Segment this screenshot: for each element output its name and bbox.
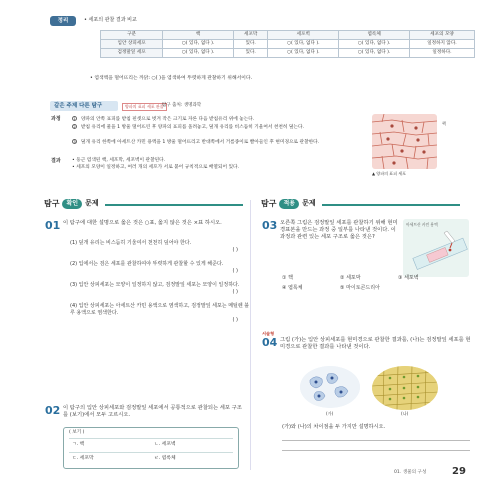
comparison-table [100, 30, 475, 58]
banner-suffix: 문제 [85, 199, 99, 208]
result-label: 결과 [51, 158, 61, 164]
process-label: 과정 [51, 116, 61, 122]
question-number: 02 [45, 404, 61, 417]
onion-cell-micrograph [372, 114, 437, 169]
result-line: • 세포의 모양이 일정하고, 여러 개의 세포가 서로 붙어 규칙적으로 배열되어 있다. [72, 165, 240, 170]
section-footer: 01. 생물의 구성 [394, 470, 427, 475]
column-divider [250, 200, 251, 470]
table-header: 핵 [163, 31, 234, 40]
question-item [70, 303, 250, 323]
bogi-option[interactable]: ㄱ. 핵 [72, 442, 85, 447]
answer-line[interactable] [282, 450, 470, 451]
inquiry-subtitle: 탐구 출처: 생명과학 [162, 103, 202, 108]
process-step [72, 116, 362, 123]
page-number: 29 [452, 466, 466, 477]
table-cell: ○( 있다, 없다 ). [163, 49, 234, 58]
essay-prompt: (가)와 (나)의 차이점을 두 가지만 설명하시오. [282, 424, 386, 430]
question-number: 01 [45, 219, 61, 232]
question-item [70, 240, 250, 254]
table-cell: 일정하지 않다. [410, 40, 475, 49]
table-cell: ○( 있다, 없다 ). [339, 40, 410, 49]
table-cell: ○( 있다, 없다 ). [163, 40, 234, 49]
table-row [101, 49, 475, 58]
table-header: 세포막 [233, 31, 267, 40]
step-number: 3 [73, 140, 76, 144]
essay-tag: 서술형 [262, 331, 275, 336]
table-header: 구분 [101, 31, 163, 40]
question-text: 이 탐구에 대한 설명으로 옳은 것은 ○표, 옳지 않은 것은 ×표 하시오. [63, 220, 222, 226]
table-row [101, 40, 475, 49]
banner-prefix: 탐구 [261, 198, 277, 208]
question-text: 이 탐구의 입안 상피세포와 검정말잎 세포에서 공통적으로 관찰되는 세포 구조를 (보기)에서 모두 고르시오. [63, 405, 242, 419]
step-number: 2 [73, 125, 76, 129]
summary-section [50, 14, 475, 99]
table-header-row [101, 31, 475, 40]
bogi-rule [69, 438, 233, 439]
question-text: 오른쪽 그림은 검정말잎 세포를 관찰하기 위해 현미경표본을 만드는 과정 중 일부를 나타낸 것이다. 이 과정과 관련 있는 세포 구조로 옳은 것은? [280, 220, 398, 241]
question-item-text: (4) 입안 상피세포는 아세트산 카민 용액으로 염색하고, 검정말잎 세포는 메틸렌 블루 용액으로 염색한다. [70, 303, 250, 316]
step-number: 1 [73, 117, 76, 121]
banner-chip [38, 197, 105, 211]
figure-caption-a: (가) [326, 411, 334, 416]
step-text: 받침 유리에 물을 1 방울 떨어뜨린 후 양파의 표피를 올려놓고, 덮개 유리를 비스듬히 기울여서 천천히 덮는다. [81, 125, 305, 130]
step-text: 덮개 유리 한쪽에 아세트산 카민 용액을 1 방울 떨어뜨리고 반대쪽에서 거름종이로 빨아들인 후 현미경으로 관찰한다. [81, 140, 320, 145]
question-item-text: (1) 덮개 유리는 비스듬히 기울여서 천천히 덮어야 한다. [70, 240, 192, 246]
question-item-text: (2) 입에서는 검은 세포를 관찰하여야 뚜렷하게 관찰할 수 있게 해준다. [70, 261, 224, 267]
bogi-option[interactable]: ㄹ. 엽록체 [154, 456, 176, 461]
inquiry-subtag: 양파의 표피 세포 관찰 [122, 103, 167, 111]
choice-option[interactable]: ② 세포막 [340, 275, 361, 281]
table-cell: ○( 있다, 없다 ). [268, 40, 339, 49]
banner-pill: 적용 [279, 199, 299, 209]
bogi-option[interactable]: ㄴ. 세포벽 [154, 442, 176, 447]
bogi-rule [69, 452, 233, 453]
summary-tag: 정리 [50, 16, 76, 26]
summary-note: • 염색액을 떨어뜨리는 까닭: ○( )을 염색하여 뚜렷하게 관찰하기 위해서이다. [90, 76, 253, 81]
table-cell: 검정말잎 세포 [101, 49, 163, 58]
table-header: 세포의 모양 [410, 31, 475, 40]
process-step [72, 124, 362, 131]
choice-option[interactable]: ⑤ 마이토콘드리아 [340, 285, 380, 291]
banner-prefix: 탐구 [44, 198, 60, 208]
micrograph-label: 핵 [442, 121, 446, 126]
table-cell: ○( 있다, 없다 ). [339, 49, 410, 58]
question-number: 04 [262, 336, 278, 349]
banner-pill: 확인 [62, 199, 82, 209]
table-cell: 있다. [233, 40, 267, 49]
table-header: 세포벽 [268, 31, 339, 40]
table-cell: 입안 상피세포 [101, 40, 163, 49]
summary-heading: • 세포의 관찰 결과 비교 [84, 17, 137, 23]
figure-caption-b: (나) [401, 411, 409, 416]
question-number: 03 [262, 219, 278, 232]
cheek-cell-micrograph [300, 366, 360, 408]
banner-chip [255, 197, 322, 211]
choice-option[interactable]: ① 핵 [282, 275, 293, 281]
result-line: • 둥근 염색된 핵, 세포막, 세포벽이 관찰된다. [72, 158, 166, 163]
inquiry-tag-row [50, 101, 475, 111]
table-header: 엽록체 [339, 31, 410, 40]
apply-problems-banner [255, 197, 460, 213]
answer-paren[interactable]: ( ) [232, 267, 238, 274]
bogi-caption: ( 보기 ) [69, 430, 85, 435]
bogi-box [63, 427, 239, 469]
step-text: 양파의 안쪽 표피를 받침 핀셋으로 벗겨 작은 크기로 자른 다음 받침유리 위에 놓는다. [81, 117, 255, 122]
question-text: 그림 (가)는 입안 상피세포를 현미경으로 관찰한 결과를, (나)는 검정말잎 세포를 현미경으로 관찰한 결과를 나타낸 것이다. [280, 337, 471, 351]
banner-suffix: 문제 [302, 199, 316, 208]
bogi-option[interactable]: ㄷ. 세포막 [72, 456, 94, 461]
inquiry-section [50, 101, 475, 181]
table-cell: ○( 있다, 없다 ). [268, 49, 339, 58]
answer-line[interactable] [282, 440, 470, 441]
question-item [70, 261, 250, 275]
table-cell: 일정하다. [410, 49, 475, 58]
check-problems-banner [38, 197, 243, 213]
inquiry-tag: 같은 주제 다른 탐구 [50, 101, 118, 111]
slide-preparation-illustration [403, 219, 469, 277]
process-step [72, 139, 362, 146]
answer-paren[interactable]: ( ) [232, 246, 238, 253]
table-cell: 있다. [233, 49, 267, 58]
answer-paren[interactable]: ( ) [232, 316, 238, 323]
micrograph-caption: ▲ 양파의 표피 세포 [372, 171, 406, 176]
answer-paren[interactable]: ( ) [232, 288, 238, 295]
choice-option[interactable]: ③ 세포벽 [398, 275, 419, 281]
choice-option[interactable]: ④ 엽록체 [282, 285, 303, 291]
elodea-cell-micrograph [372, 366, 438, 410]
illustration-label: 아세트산 카민 용액 [406, 222, 438, 227]
question-item-text: (3) 입안 상피세포는 모양이 일정하지 않고, 검정말잎 세포는 모양이 일정하다. [70, 282, 240, 288]
question-item [70, 282, 250, 296]
